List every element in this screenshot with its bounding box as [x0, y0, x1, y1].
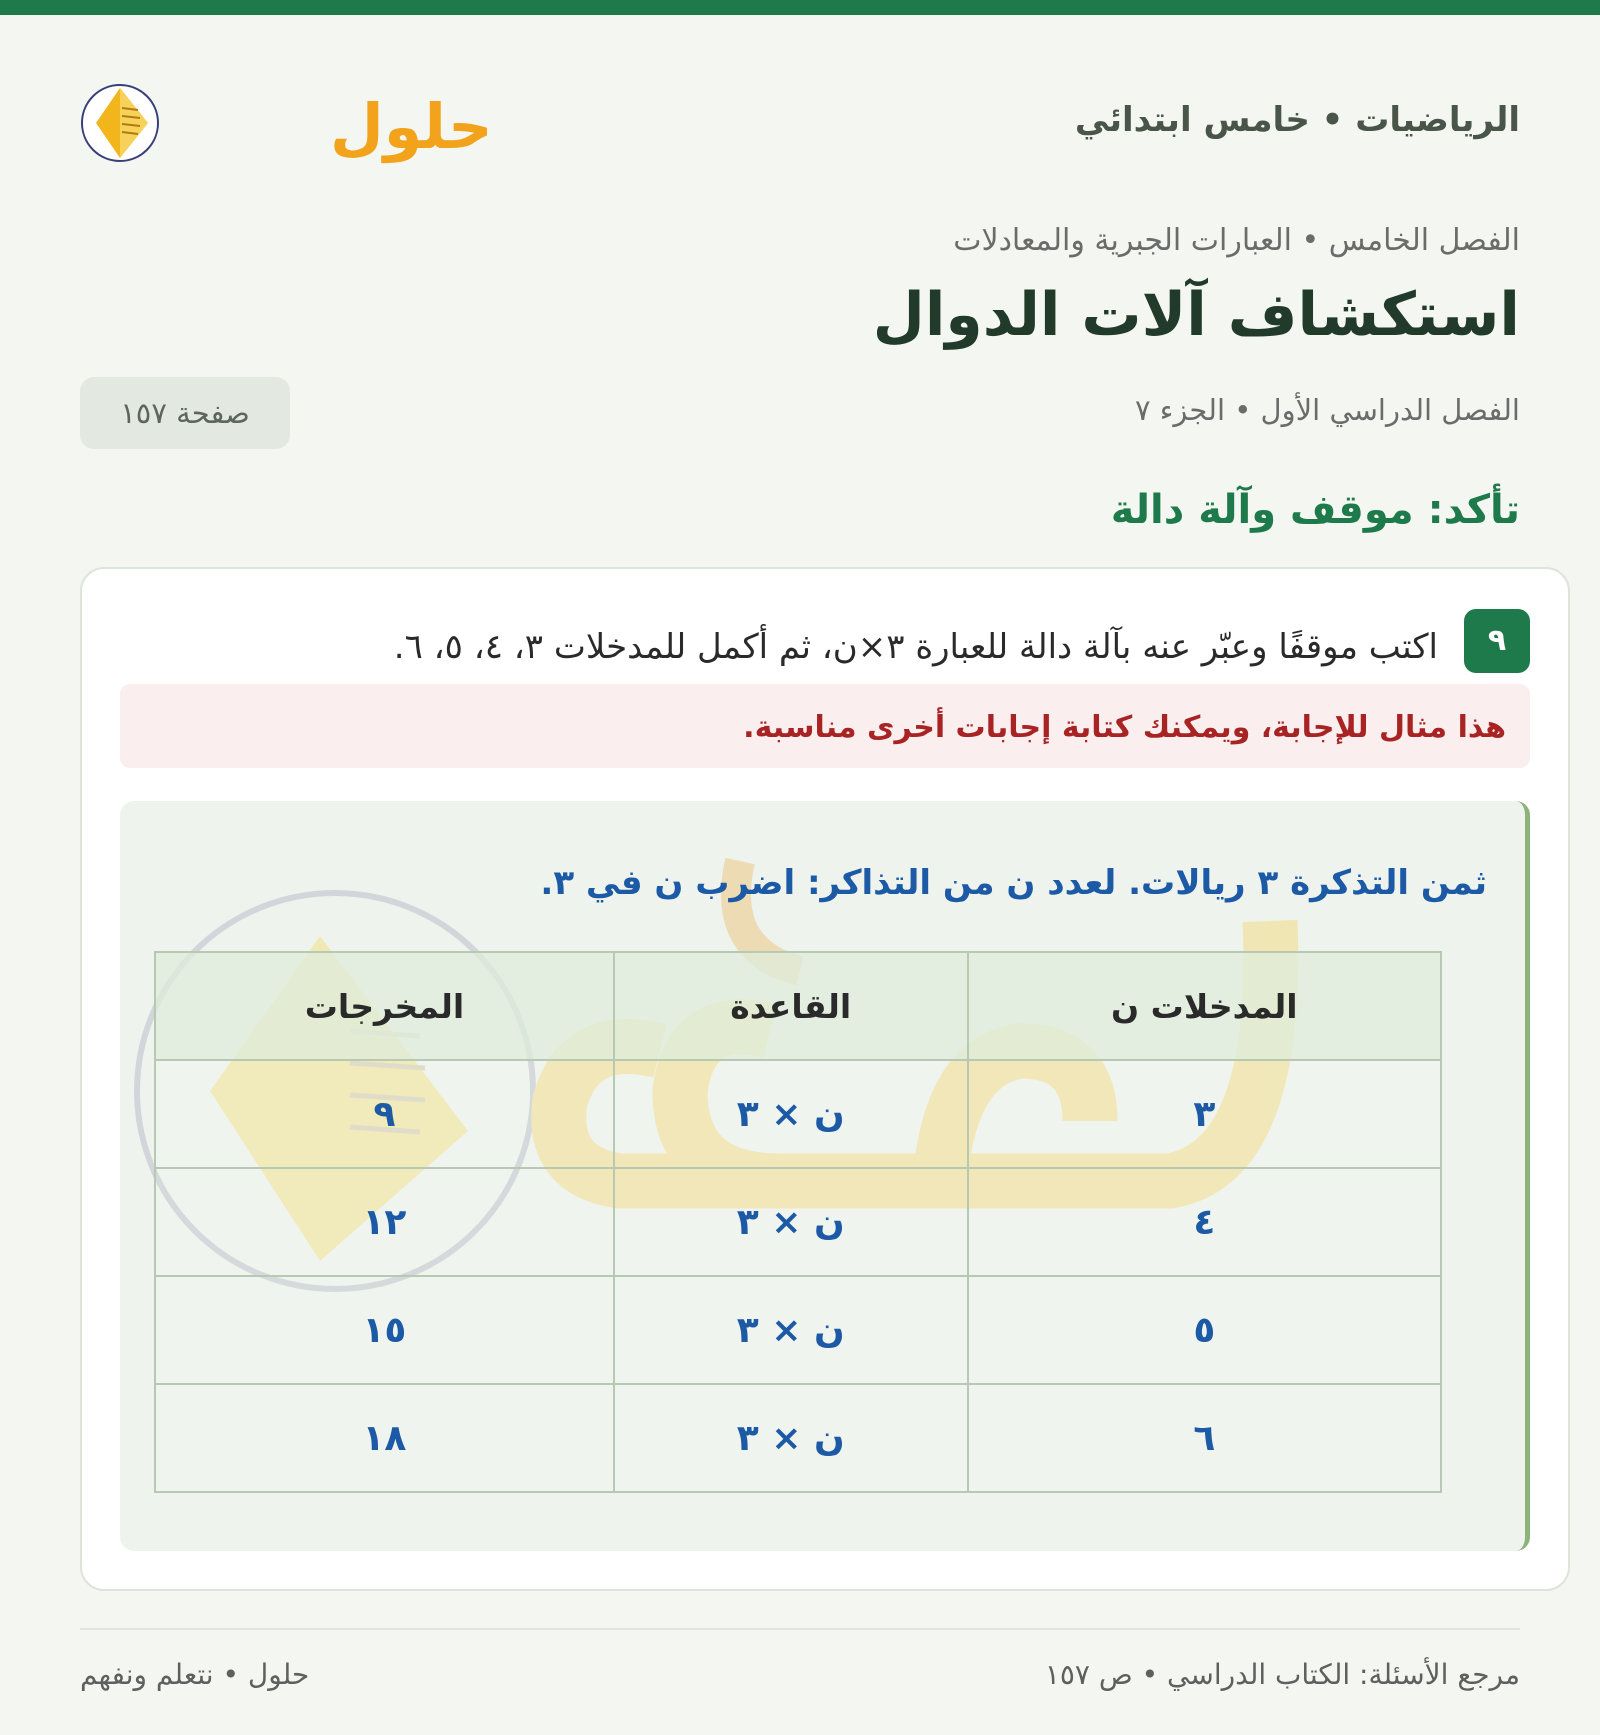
rule-cell: ن × ٣ [614, 1384, 968, 1492]
input-cell: ٤ [968, 1168, 1441, 1276]
table-row [155, 1168, 1441, 1276]
header-outputs: المخرجات [155, 952, 614, 1060]
top-accent-bar [0, 0, 1600, 15]
input-cell: ٦ [968, 1384, 1441, 1492]
answer-note [120, 684, 1530, 768]
footer-brand: حلول • نتعلم ونفهم [80, 1658, 310, 1691]
rule-cell: ن × ٣ [614, 1060, 968, 1168]
table-row [155, 1384, 1441, 1492]
section-heading: تأكد: موقف وآلة دالة [1110, 487, 1520, 533]
lesson-title: استكشاف آلات الدوال [872, 280, 1520, 350]
table-header-row [155, 952, 1441, 1060]
output-cell: ١٨ [155, 1384, 614, 1492]
question-card [80, 567, 1570, 1591]
function-table [154, 951, 1442, 1493]
input-cell: ٥ [968, 1276, 1441, 1384]
hulul-logo[interactable] [80, 66, 493, 176]
input-cell: ٣ [968, 1060, 1441, 1168]
page-header [80, 60, 1520, 180]
answer-statement: ثمن التذكرة ٣ ريالات. لعدد ن من التذاكر: اضرب ن في ٣. [540, 863, 1487, 903]
answer-note-text: هذا مثال للإجابة، ويمكنك كتابة إجابات أخرى مناسبة. [743, 710, 1506, 745]
page-badge: صفحة ١٥٧ [80, 377, 290, 449]
output-cell: ١٢ [155, 1168, 614, 1276]
rule-cell: ن × ٣ [614, 1276, 968, 1384]
output-cell: ٩ [155, 1060, 614, 1168]
rule-cell: ن × ٣ [614, 1168, 968, 1276]
footer-divider [80, 1628, 1520, 1630]
chapter-label: الفصل الخامس • العبارات الجبرية والمعادلات [953, 223, 1520, 258]
term-label: الفصل الدراسي الأول • الجزء ٧ [1134, 393, 1520, 427]
header-inputs: المدخلات ن [968, 952, 1441, 1060]
question-number-badge: ٩ [1464, 609, 1530, 673]
svg-text:حلول: حلول [330, 90, 493, 163]
table-row [155, 1276, 1441, 1384]
footer-reference: مرجع الأسئلة: الكتاب الدراسي • ص ١٥٧ [1044, 1658, 1520, 1691]
output-cell: ١٥ [155, 1276, 614, 1384]
table-row [155, 1060, 1441, 1168]
answer-box [120, 801, 1530, 1551]
subject-label: الرياضيات • خامس ابتدائي [1074, 100, 1520, 140]
header-rule: القاعدة [614, 952, 968, 1060]
logo-icon [80, 66, 493, 176]
question-text: اكتب موقفًا وعبّر عنه بآلة دالة للعبارة ٣×ن، ثم أكمل للمدخلات ٣، ٤، ٥، ٦. [393, 627, 1438, 667]
